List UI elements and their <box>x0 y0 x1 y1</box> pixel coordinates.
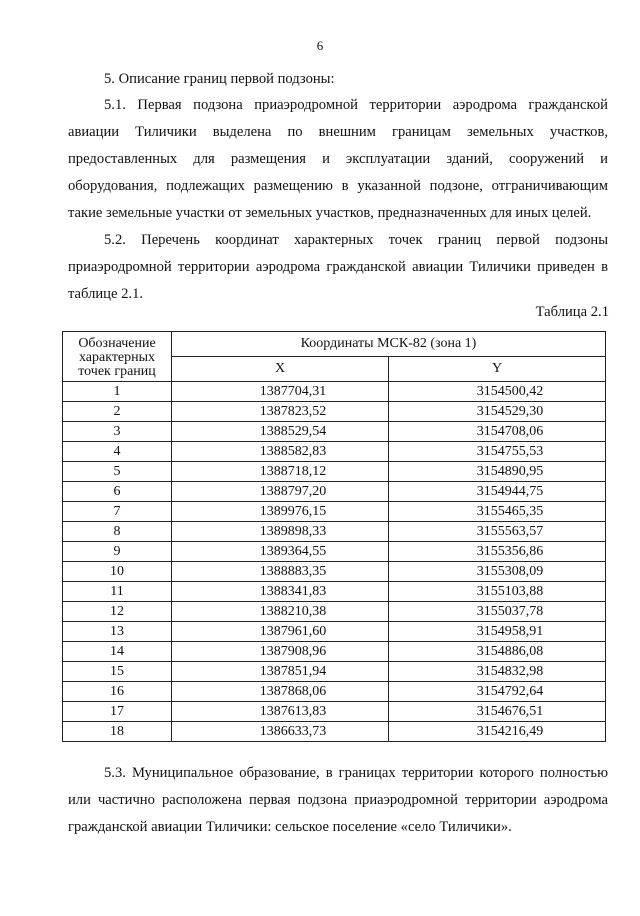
table-row <box>63 462 606 482</box>
x-coordinate-cell: 1388210,38 <box>172 602 389 622</box>
page-number: 6 <box>316 38 324 53</box>
table-row <box>63 702 606 722</box>
header-point-designation: Обозначение характерных точек границ <box>63 332 172 382</box>
y-coordinate-cell: 3154708,06 <box>389 422 606 442</box>
table-row <box>63 522 606 542</box>
table-row <box>63 402 606 422</box>
table-row <box>63 602 606 622</box>
x-coordinate-cell: 1389898,33 <box>172 522 389 542</box>
coordinates-table <box>62 331 606 742</box>
y-coordinate-cell: 3154676,51 <box>389 702 606 722</box>
x-coordinate-cell: 1388582,83 <box>172 442 389 462</box>
y-coordinate-cell: 3155563,57 <box>389 522 606 542</box>
point-id-cell: 13 <box>63 622 172 642</box>
point-id-cell: 16 <box>63 682 172 702</box>
point-id-cell: 2 <box>63 402 172 422</box>
y-coordinate-cell: 3154755,53 <box>389 442 606 462</box>
y-coordinate-cell: 3154529,30 <box>389 402 606 422</box>
table-row <box>63 542 606 562</box>
section-5-heading: 5. Описание границ первой подзоны: <box>104 71 335 87</box>
point-id-cell: 5 <box>63 462 172 482</box>
x-coordinate-cell: 1389364,55 <box>172 542 389 562</box>
paragraph-5-2: 5.2. Перечень координат характерных точек границ первой подзоны приаэродромной территории аэродрома гражданской авиации Тиличики приведен в таблице 2.1. <box>68 232 608 302</box>
header-x: X <box>172 357 389 382</box>
point-id-cell: 1 <box>63 382 172 402</box>
table-row <box>63 642 606 662</box>
y-coordinate-cell: 3154886,08 <box>389 642 606 662</box>
y-coordinate-cell: 3154890,95 <box>389 462 606 482</box>
x-coordinate-cell: 1388883,35 <box>172 562 389 582</box>
table-row <box>63 482 606 502</box>
y-coordinate-cell: 3154216,49 <box>389 722 606 742</box>
y-coordinate-cell: 3154500,42 <box>389 382 606 402</box>
point-id-cell: 17 <box>63 702 172 722</box>
y-coordinate-cell: 3154832,98 <box>389 662 606 682</box>
table-caption: Таблица 2.1 <box>535 304 609 320</box>
x-coordinate-cell: 1387851,94 <box>172 662 389 682</box>
point-id-cell: 12 <box>63 602 172 622</box>
y-coordinate-cell: 3155037,78 <box>389 602 606 622</box>
x-coordinate-cell: 1389976,15 <box>172 502 389 522</box>
table-row <box>63 562 606 582</box>
y-coordinate-cell: 3155465,35 <box>389 502 606 522</box>
y-coordinate-cell: 3155356,86 <box>389 542 606 562</box>
y-coordinate-cell: 3154792,64 <box>389 682 606 702</box>
point-id-cell: 15 <box>63 662 172 682</box>
table-row <box>63 682 606 702</box>
point-id-cell: 6 <box>63 482 172 502</box>
point-id-cell: 18 <box>63 722 172 742</box>
paragraph-5-1: 5.1. Первая подзона приаэродромной территории аэродрома гражданской авиации Тиличики выделена по внешним границам земельных участков, предоставленных для размещения и эксплуатации зданий, сооружений и оборудования, подлежащих размещению в указанной подзоне, отграничивающим такие земельные участки от земельных участков, предназначенных для иных целей. <box>68 97 608 221</box>
point-id-cell: 3 <box>63 422 172 442</box>
x-coordinate-cell: 1388718,12 <box>172 462 389 482</box>
point-id-cell: 9 <box>63 542 172 562</box>
header-y: Y <box>389 357 606 382</box>
table-row <box>63 722 606 742</box>
header-coordinates-msk82: Координаты МСК-82 (зона 1) <box>172 332 606 357</box>
table-row <box>63 422 606 442</box>
table-row <box>63 582 606 602</box>
table-row <box>63 502 606 522</box>
x-coordinate-cell: 1387961,60 <box>172 622 389 642</box>
coordinates-table-body <box>63 382 606 742</box>
x-coordinate-cell: 1387823,52 <box>172 402 389 422</box>
y-coordinate-cell: 3154944,75 <box>389 482 606 502</box>
y-coordinate-cell: 3155308,09 <box>389 562 606 582</box>
y-coordinate-cell: 3155103,88 <box>389 582 606 602</box>
table-row <box>63 622 606 642</box>
table-row <box>63 382 606 402</box>
point-id-cell: 10 <box>63 562 172 582</box>
point-id-cell: 7 <box>63 502 172 522</box>
x-coordinate-cell: 1387868,06 <box>172 682 389 702</box>
x-coordinate-cell: 1387704,31 <box>172 382 389 402</box>
x-coordinate-cell: 1388797,20 <box>172 482 389 502</box>
point-id-cell: 11 <box>63 582 172 602</box>
y-coordinate-cell: 3154958,91 <box>389 622 606 642</box>
point-id-cell: 4 <box>63 442 172 462</box>
table-row <box>63 442 606 462</box>
table-row <box>63 662 606 682</box>
x-coordinate-cell: 1386633,73 <box>172 722 389 742</box>
x-coordinate-cell: 1387613,83 <box>172 702 389 722</box>
paragraph-5-3: 5.3. Муниципальное образование, в границах территории которого полностью или частично расположена первая подзона приаэродромной территории аэродрома гражданской авиации Тиличики: сельское поселение «село Тиличики». <box>68 765 608 835</box>
point-id-cell: 8 <box>63 522 172 542</box>
x-coordinate-cell: 1387908,96 <box>172 642 389 662</box>
x-coordinate-cell: 1388529,54 <box>172 422 389 442</box>
point-id-cell: 14 <box>63 642 172 662</box>
x-coordinate-cell: 1388341,83 <box>172 582 389 602</box>
